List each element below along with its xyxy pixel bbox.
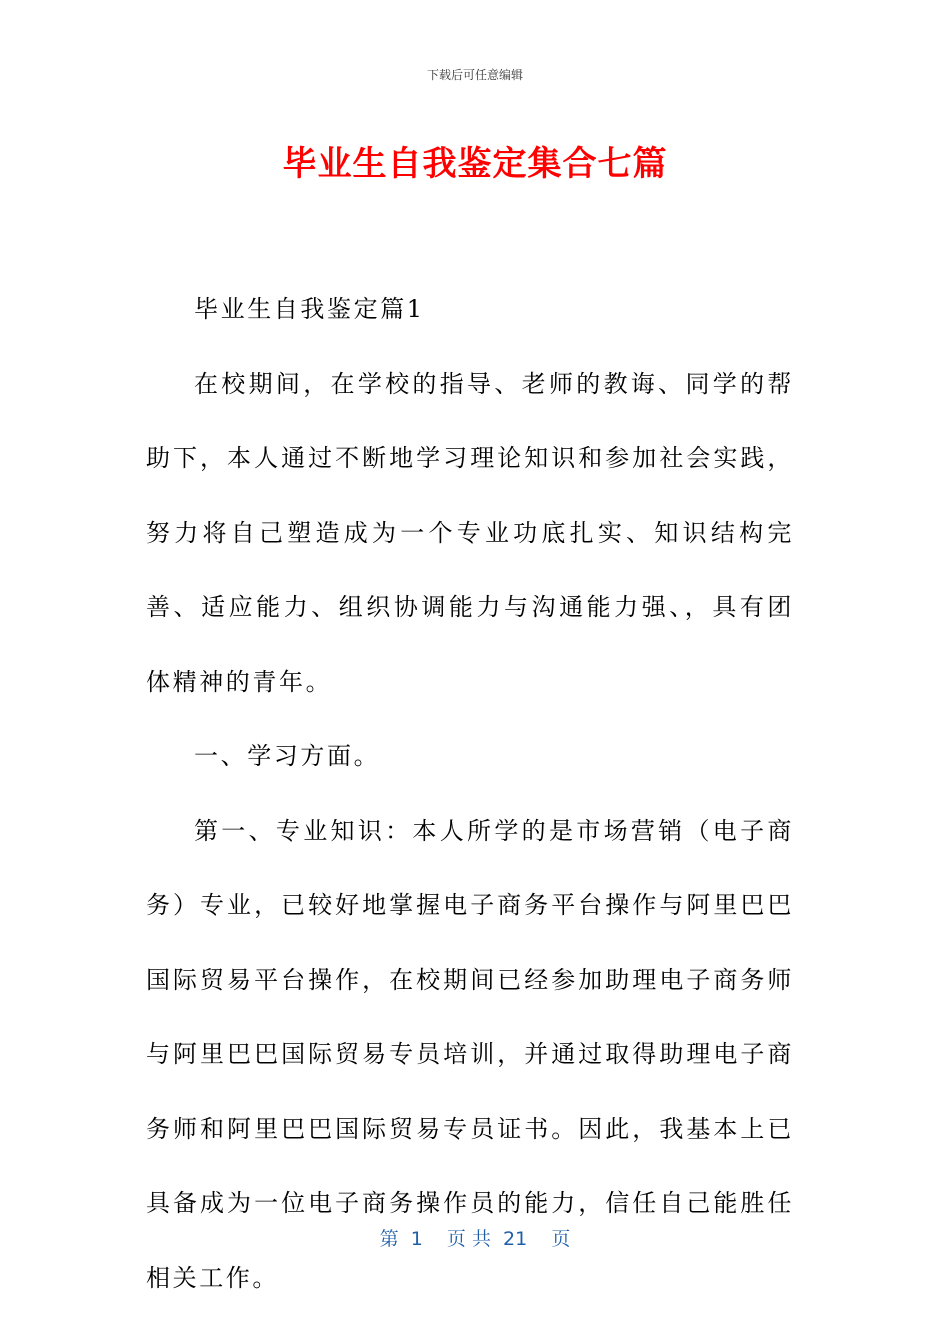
document-body xyxy=(146,272,794,1315)
body-paragraph: 第一、专业知识：本人所学的是市场营销（电子商务）专业，已较好地掌握电子商务平台操作与阿里巴巴国际贸易平台操作，在校期间已经参加助理电子商务师与阿里巴巴国际贸易专员培训，并通过取得助理电子商务师和阿里巴巴国际贸易专员证书。因此，我基本上已具备成为一位电子商务操作员的能力，信任自己能胜任相关工作。 xyxy=(146,816,794,1292)
section-heading: 毕业生自我鉴定篇1 xyxy=(194,295,425,323)
page-footer: 第 1 页 共 21 页 xyxy=(379,1228,571,1250)
document-title: 毕业生自我鉴定集合七篇 xyxy=(282,144,668,184)
body-paragraph: 在校期间，在学校的指导、老师的教诲、同学的帮助下，本人通过不断地学习理论知识和参加社会实践，努力将自己塑造成为一个专业功底扎实、知识结构完善、适应能力、组织协调能力与沟通能力强、，具有团体精神的青年。 xyxy=(146,369,794,696)
subsection-heading: 一、学习方面。 xyxy=(194,742,381,770)
header-note: 下载后可任意编辑 xyxy=(426,68,523,82)
